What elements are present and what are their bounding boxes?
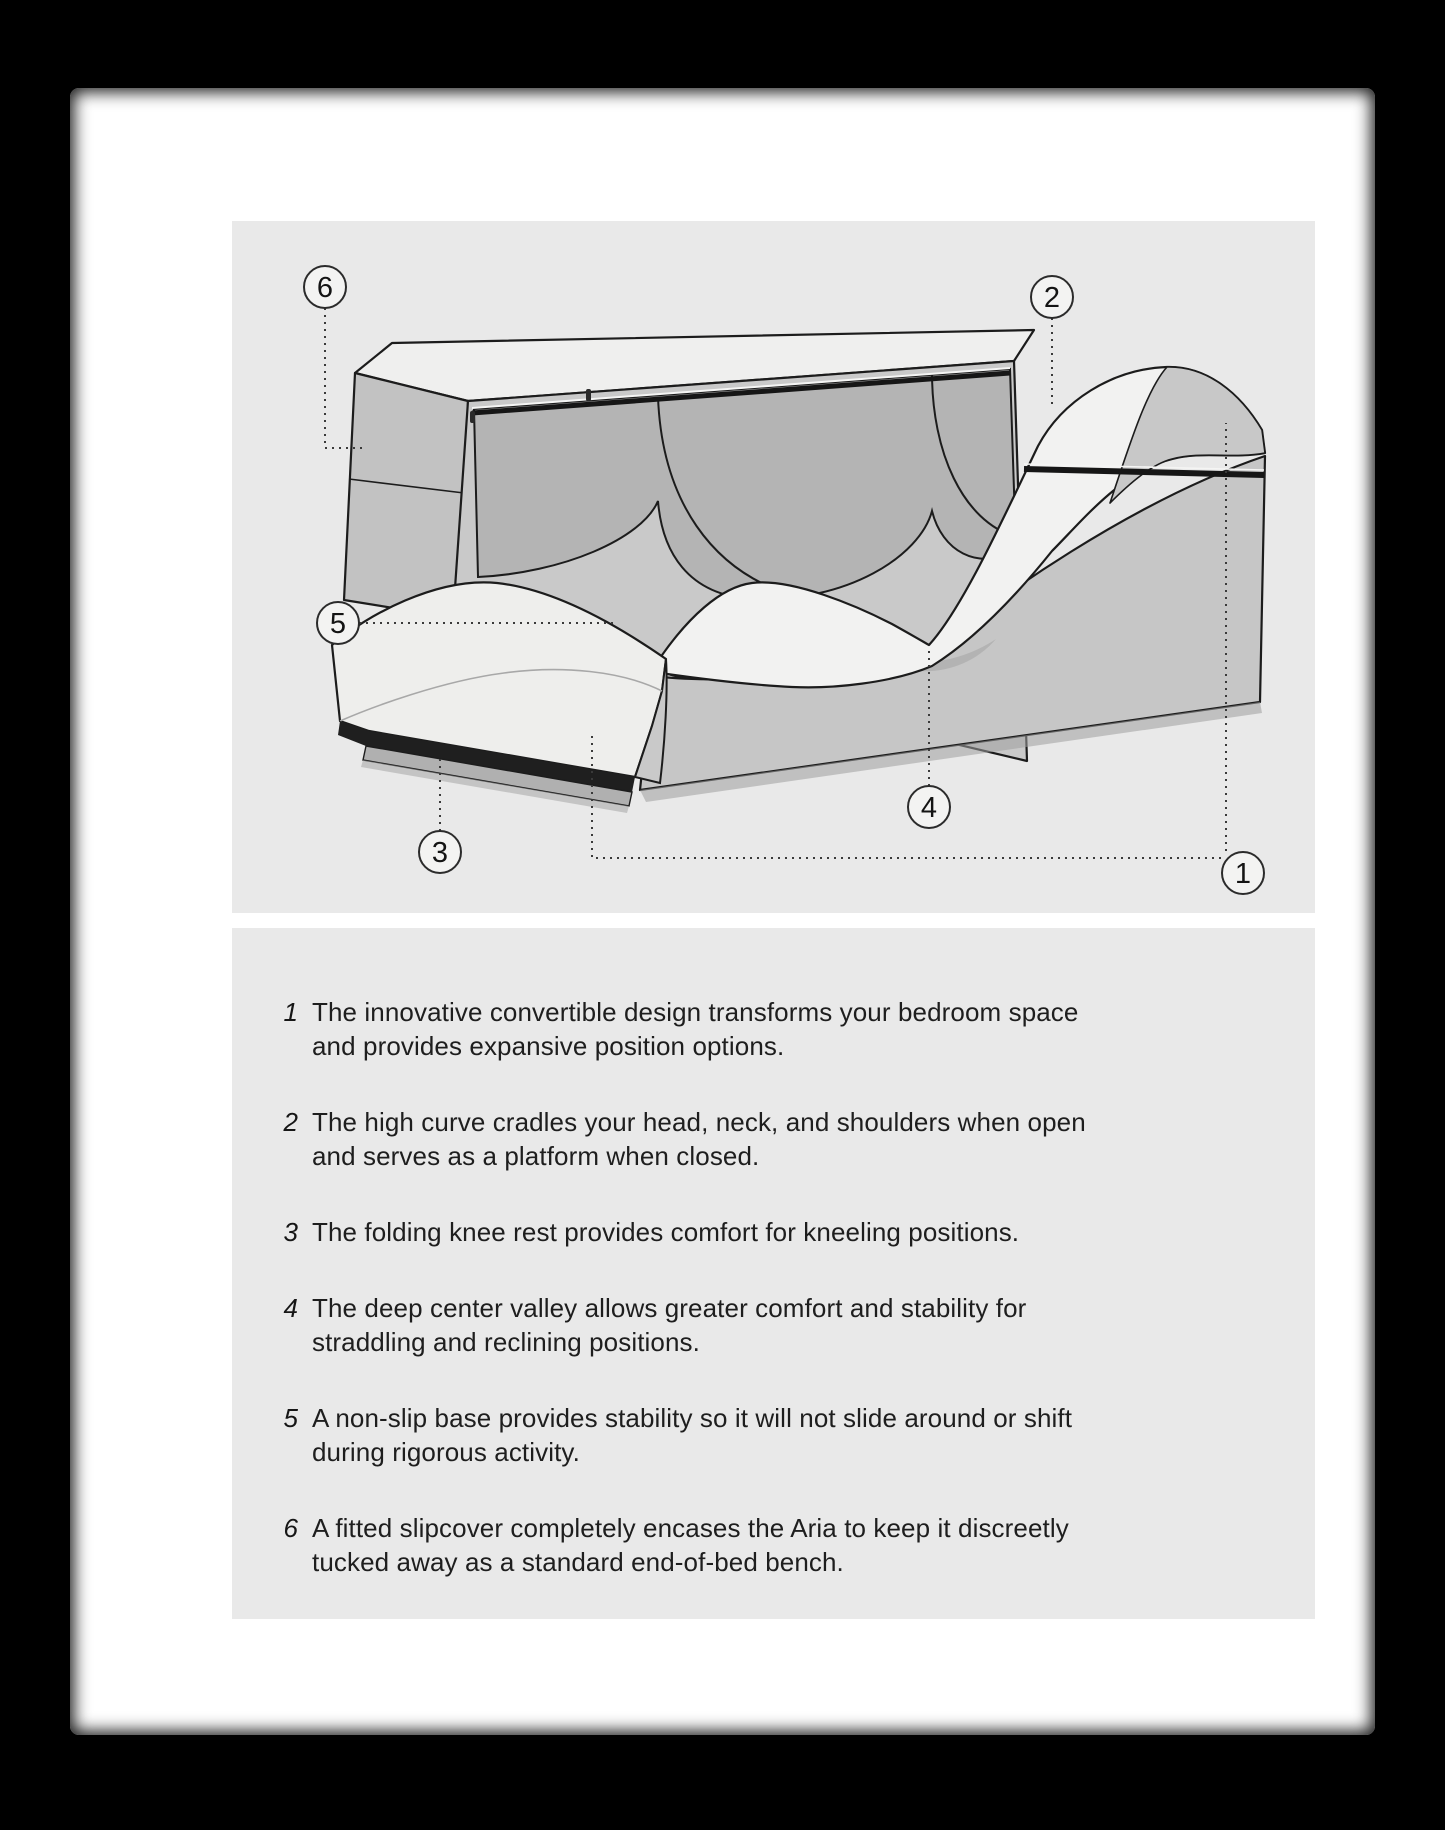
list-item (232, 1511, 1315, 1579)
item-line: A fitted slipcover completely encases the Aria to keep it discreetly (312, 1513, 1069, 1543)
illustration-panel (232, 221, 1315, 913)
page (70, 88, 1375, 1735)
item-line: The folding knee rest provides comfort for kneeling positions. (312, 1217, 1020, 1247)
list-item (232, 1291, 1315, 1359)
feature-list (232, 928, 1315, 1579)
item-number: 4 (283, 1293, 298, 1323)
item-number: 6 (283, 1513, 298, 1543)
item-text (312, 1215, 1019, 1249)
callout-3-label: 3 (431, 837, 449, 869)
item-text (312, 1291, 1026, 1359)
item-line: A non-slip base provides stability so it will not slide around or shift (312, 1403, 1073, 1433)
item-text (312, 1511, 1069, 1579)
callout-2 (1031, 276, 1073, 318)
item-line: during rigorous activity. (312, 1437, 580, 1467)
item-number: 2 (283, 1107, 298, 1137)
item-text (312, 995, 1078, 1063)
list-item (232, 1401, 1315, 1469)
callout-4 (908, 786, 950, 828)
callout-5 (317, 602, 359, 644)
item-line: The deep center valley allows greater comfort and stability for (312, 1293, 1027, 1323)
list-item (232, 1215, 1315, 1249)
descriptions-panel (232, 928, 1315, 1619)
callout-3 (419, 831, 461, 873)
item-text (312, 1401, 1072, 1469)
item-number: 5 (283, 1403, 298, 1433)
convertible-chaise-diagram (232, 221, 1315, 913)
list-item (232, 995, 1315, 1063)
item-line: tucked away as a standard end-of-bed bench. (312, 1547, 844, 1577)
callout-1 (1222, 852, 1264, 894)
item-line: The innovative convertible design transforms your bedroom space (312, 997, 1079, 1027)
item-number: 1 (283, 997, 298, 1027)
item-number: 3 (283, 1217, 298, 1247)
list-item (232, 1105, 1315, 1173)
item-line: straddling and reclining positions. (312, 1327, 700, 1357)
callout-2-label: 2 (1043, 282, 1061, 314)
callout-5-label: 5 (329, 608, 347, 640)
zipper-pull (586, 389, 591, 401)
callout-1-label: 1 (1234, 858, 1252, 890)
item-line: and serves as a platform when closed. (312, 1141, 760, 1171)
item-line: and provides expansive position options. (312, 1031, 785, 1061)
callout-4-label: 4 (920, 792, 938, 824)
item-text (312, 1105, 1086, 1173)
callout-6 (304, 266, 346, 308)
item-line: The high curve cradles your head, neck, and shoulders when open (312, 1107, 1086, 1137)
callout-6-label: 6 (316, 272, 334, 304)
zipper-pull (470, 411, 475, 423)
